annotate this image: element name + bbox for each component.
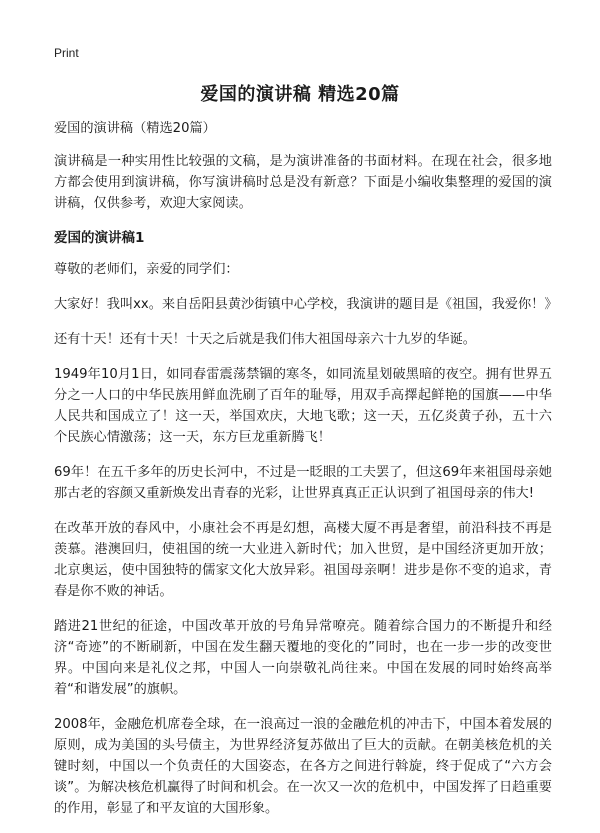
document-body bbox=[54, 118, 558, 833]
paragraph-salutation: 尊敬的老师们，亲爱的同学们： bbox=[54, 262, 239, 277]
paragraph-21st-century: 踏进21世纪的征途，中国改革开放的号角异常嘹亮。随着综合国力的不断提升和经济“奇迹”的不断刷新，中国在发生翻天覆地的变化的”同时，也在一步一步的改变世界。中国向来是礼仪之邦，中国人一向崇敬礼尚往来。中国在发展的同时始终高举着“和谐发展”的旗帜。 bbox=[54, 619, 552, 697]
paragraph-69-years: 69年！在五千多年的历史长河中，不过是一眨眼的工夫罢了，但这69年来祖国母亲她那古老的容颜又重新焕发出青春的光彩，让世界真真正正认识到了祖国母亲的伟大! bbox=[54, 465, 552, 501]
paragraph-reform: 在改革开放的春风中，小康社会不再是幻想，高楼大厦不再是奢望，前沿科技不再是羡慕。港澳回归，使祖国的统一大业进入新时代；加入世贸，是中国经济更加开放；北京奥运，使中国独特的儒家文化大放异彩。祖国母亲啊！进步是你不变的追求，青春是你不败的神话。 bbox=[54, 521, 552, 599]
document-subtitle: 爱国的演讲稿（精选20篇） bbox=[54, 121, 216, 136]
paragraph-greeting: 大家好！我叫xx。来自岳阳县黄沙街镇中心学校，我演讲的题目是《祖国，我爱你！》 bbox=[54, 297, 558, 312]
print-link[interactable]: Print bbox=[54, 46, 79, 60]
paragraph-countdown: 还有十天！还有十天！十天之后就是我们伟大祖国母亲六十九岁的华诞。 bbox=[54, 332, 476, 347]
section-heading: 爱国的演讲稿1 bbox=[54, 230, 145, 246]
page-title: 爱国的演讲稿 精选20篇 bbox=[200, 84, 400, 105]
paragraph-2008: 2008年，金融危机席卷全球，在一浪高过一浪的金融危机的冲击下，中国本着发展的原则，成为美国的头号债主，为世界经济复苏做出了巨大的贡献。在朝美核危机的关键时刻，中国以一个负责任的大国姿态，在各方之间进行斡旋，终于促成了“六方会谈”。为解决核危机赢得了时间和机会。在一次又一次的危机中，中国发挥了日趋重要的作用，彰显了和平友谊的大国形象。 bbox=[54, 717, 552, 816]
intro-paragraph: 演讲稿是一种实用性比较强的文稿，是为演讲准备的书面材料。在现在社会，很多地方都会使用到演讲稿，你写演讲稿时总是没有新意？下面是小编收集整理的爱国的演讲稿，仅供参考，欢迎大家阅读。 bbox=[54, 154, 552, 211]
paragraph-founding: 1949年10月1日，如同春雷震荡禁锢的寒冬，如同流星划破黑暗的夜空。拥有世界五分之一人口的中华民族用鲜血洗刷了百年的耻辱，用双手高擇起鲜艳的国旗——中华人民共和国成立了！这一天，举国欢庆，大地飞歌；这一天，五亿炎黄子孙，五十六个民族心情激荡；这一天，东方巨龙重新腾飞！ bbox=[54, 367, 552, 445]
